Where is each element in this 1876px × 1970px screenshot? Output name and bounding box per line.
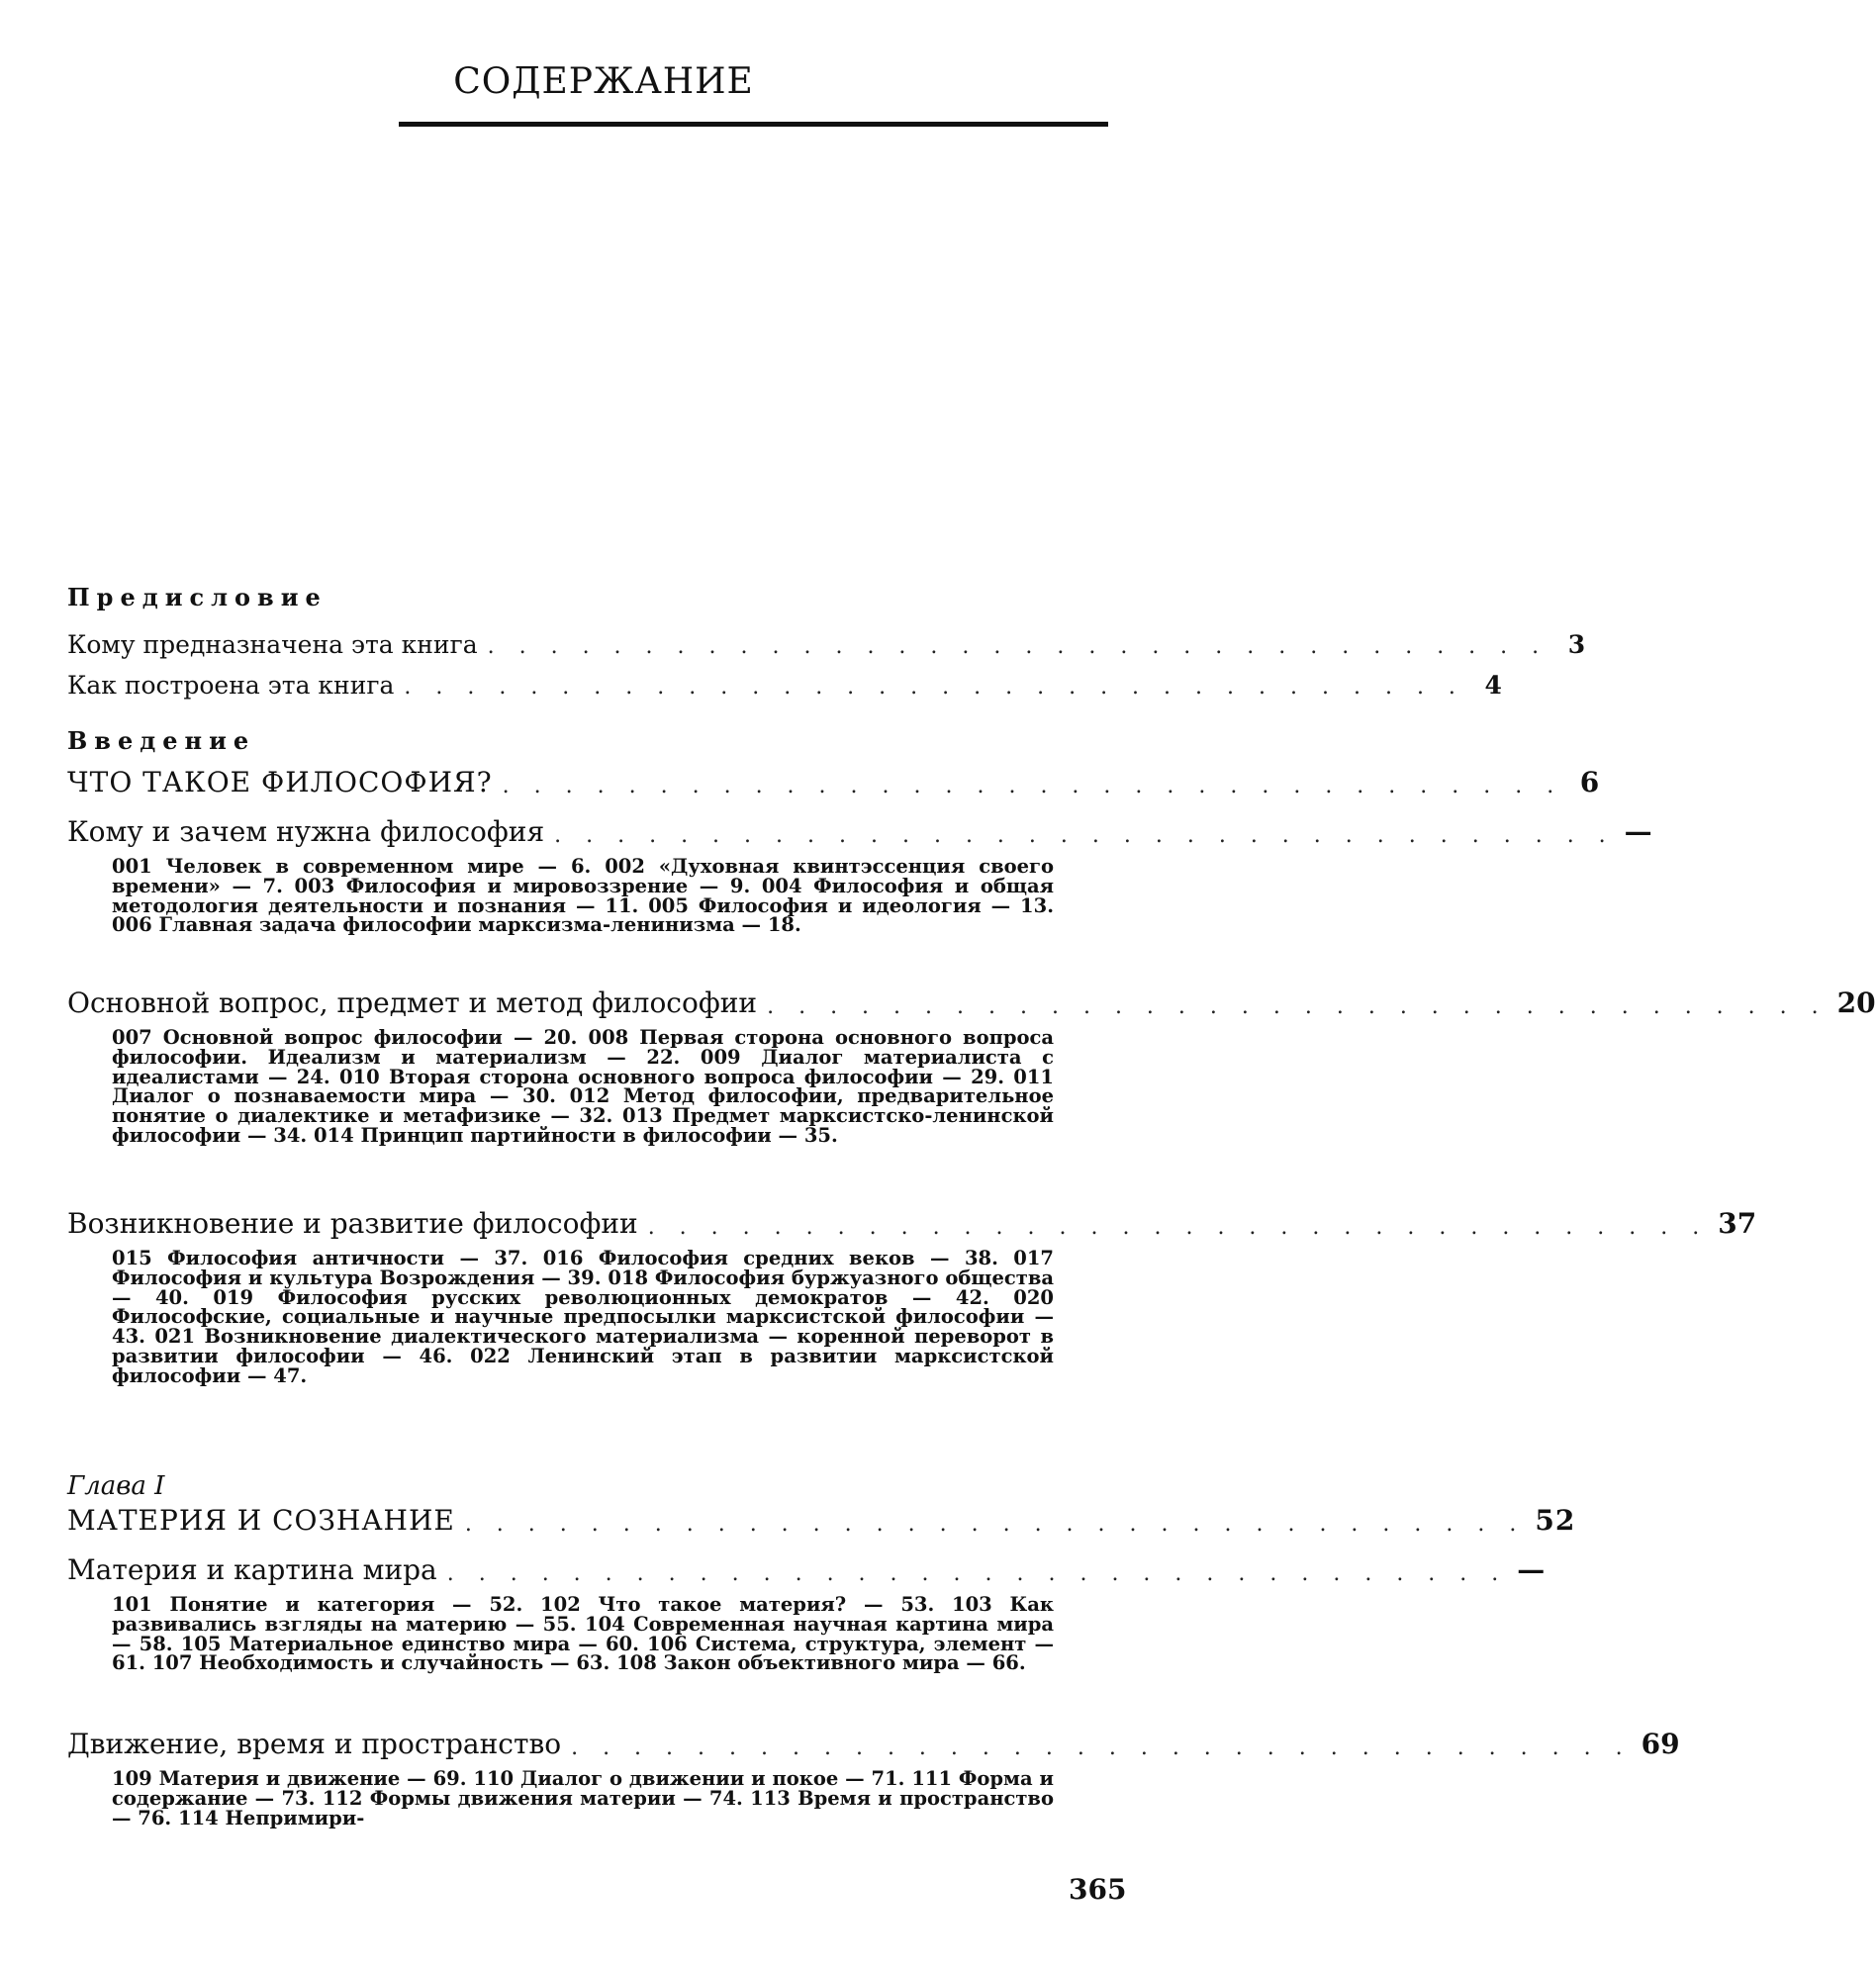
toc-entry-title: Как построена эта книга [67,671,395,700]
toc-section-title: Материя и картина мира [67,1553,437,1586]
leader-dots: . . . . . . . . . . . . . . . . . . . . . . . . . . . . . . . . . . [404,675,1464,700]
toc-section[interactable] [67,1550,1546,1586]
section-contents: 015 Философия античности — 37. 016 Философия средних веков — 38. 017 Философия и культура Возрождения — 39. 018 Философия буржуазного общества — 40. 019 Философия русских революционных демократов — 42. 020 Философские, социальные и научные предпосылки марксистской философии — 43. 021 Возникновение диалектического материализма — коренной переворот в развитии философии — 46. 022 Ленинский этап в развитии марксистской философии — 47. [112,1247,1054,1387]
leader-dots: . . . . . . . . . . . . . . . . . . . . . . . . . . . . . . . . . . [502,774,1563,798]
toc-section-title: Движение, время и пространство [67,1728,562,1760]
toc-section[interactable] [67,984,1876,1019]
toc-section[interactable] [67,1204,1757,1240]
toc-section-page: — [1624,815,1652,848]
toc-heading-page: 6 [1579,766,1601,798]
introduction-label: Введение [67,726,256,755]
leader-dots: . . . . . . . . . . . . . . . . . . . . . . . . . . . . . . . . . . [487,634,1548,659]
toc-section[interactable] [67,1725,1680,1760]
toc-heading[interactable] [67,1501,1576,1537]
toc-section-title: Кому и зачем нужна философия [67,815,545,848]
chapter-label: Глава I [67,1471,165,1501]
toc-section-page: — [1517,1553,1546,1586]
page-title: СОДЕРЖАНИЕ [453,61,754,102]
toc-heading[interactable] [67,763,1601,798]
toc-entry-title: Кому предназначена эта книга [67,630,478,659]
toc-section-page: 69 [1641,1728,1680,1760]
section-contents: 109 Материя и движение — 69. 110 Диалог о движении и покое — 71. 111 Форма и содержание — 73. 112 Формы движения материи — 74. 113 Время и пространство — 76. 114 Непримири- [112,1767,1054,1829]
leader-dots: . . . . . . . . . . . . . . . . . . . . . . . . . . . . . . . . . . [767,994,1828,1019]
section-contents: 101 Понятие и категория — 52. 102 Что такое материя? — 53. 103 Как развивались взгляды на материю — 55. 104 Современная научная картина мира — 58. 105 Материальное единство мира — 60. 106 Система, структура, элемент — 61. 107 Необходимость и случайность — 63. 108 Закон объективного мира — 66. [112,1593,1054,1675]
preface-label: Предисловие [67,583,328,611]
leader-dots: . . . . . . . . . . . . . . . . . . . . . . . . . . . . . . . . . . [554,823,1615,848]
toc-section-title: Основной вопрос, предмет и метод философии [67,986,758,1019]
toc-section-page: 20 [1836,986,1876,1019]
leader-dots: . . . . . . . . . . . . . . . . . . . . . . . . . . . . . . . . . . [571,1735,1632,1760]
toc-section-page: 37 [1718,1207,1757,1240]
toc-section[interactable] [67,812,1652,848]
toc-heading-title: МАТЕРИЯ И СОЗНАНИЕ [67,1504,455,1537]
toc-entry[interactable] [67,664,1502,700]
toc-heading-page: 52 [1535,1504,1576,1537]
title-rule [399,122,1108,127]
leader-dots: . . . . . . . . . . . . . . . . . . . . . . . . . . . . . . . . . . [464,1512,1526,1537]
toc-entry[interactable] [67,623,1586,659]
toc-entry-page: 3 [1567,630,1586,659]
leader-dots: . . . . . . . . . . . . . . . . . . . . . . . . . . . . . . . . . . [647,1215,1709,1240]
toc-entry-page: 4 [1484,671,1502,700]
toc-section-title: Возникновение и развитие философии [67,1207,638,1240]
toc-heading-title: ЧТО ТАКОЕ ФИЛОСОФИЯ? [67,766,493,798]
leader-dots: . . . . . . . . . . . . . . . . . . . . . . . . . . . . . . . . . . [446,1561,1508,1586]
section-contents: 007 Основной вопрос философии — 20. 008 Первая сторона основного вопроса философии. Идеализм и материализм — 22. 009 Диалог материалиста с идеалистами — 24. 010 Вторая сторона основного вопроса философии — 29. 011 Диалог о познаваемости мира — 30. 012 Метод философии, предварительное понятие о диалектике и метафизике — 32. 013 Предмет марксистско-ленинской философии — 34. 014 Принцип партийности в философии — 35. [112,1026,1054,1147]
section-contents: 001 Человек в современном мире — 6. 002 «Духовная квинтэссенция своего времени» — 7. 003 Философия и мировоззрение — 9. 004 Философия и общая методология деятельности и познания — 11. 005 Философия и идеология — 13. 006 Главная задача философии марксизма-ленинизма — 18. [112,855,1054,937]
page-number: 365 [1069,1873,1127,1906]
